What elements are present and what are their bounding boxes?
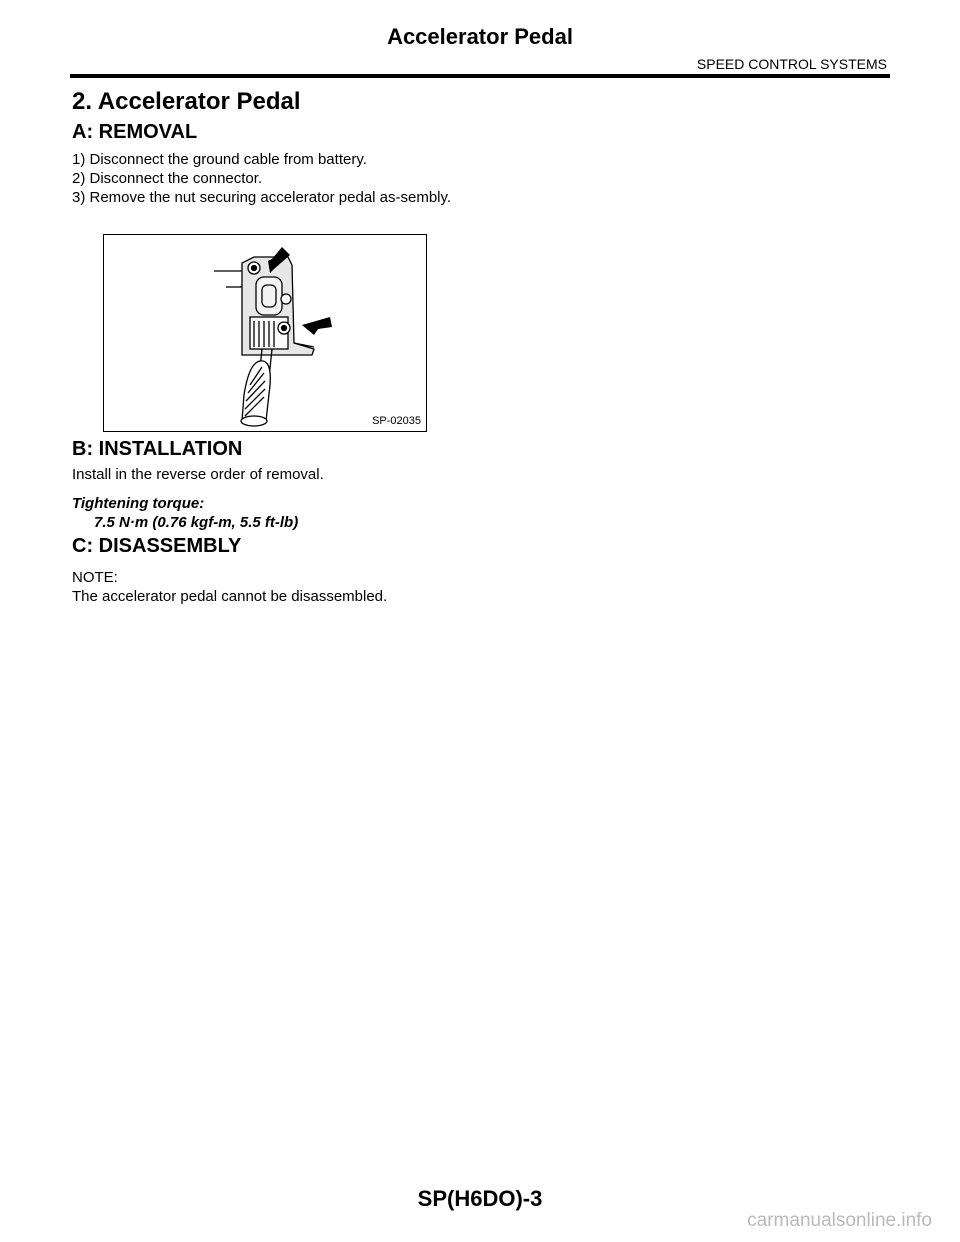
removal-step-2: 2) Disconnect the connector.	[72, 170, 263, 187]
page-footer-code: SP(H6DO)-3	[417, 1186, 543, 1211]
note-label: NOTE:	[72, 569, 118, 586]
accelerator-pedal-figure	[103, 234, 427, 432]
installation-text: Install in the reverse order of removal.	[72, 466, 324, 483]
installation-heading: B: INSTALLATION	[72, 438, 243, 460]
watermark-text: carmanualsonline.info	[747, 1210, 932, 1231]
torque-label: Tightening torque:	[72, 495, 205, 512]
page-header-title: Accelerator Pedal	[387, 24, 573, 49]
removal-step-1: 1) Disconnect the ground cable from battery.	[72, 151, 367, 168]
note-text: The accelerator pedal cannot be disassembled.	[72, 588, 388, 605]
disassembly-heading: C: DISASSEMBLY	[72, 535, 242, 557]
torque-value: 7.5 N·m (0.76 kgf-m, 5.5 ft-lb)	[94, 514, 299, 531]
removal-step-3: 3) Remove the nut securing accelerator pedal as-sembly.	[72, 189, 452, 206]
main-heading: 2. Accelerator Pedal	[72, 88, 301, 115]
header-divider	[70, 74, 890, 78]
pedal-illustration	[104, 235, 426, 431]
figure-caption: SP-02035	[372, 415, 421, 427]
page-header-section: SPEED CONTROL SYSTEMS	[696, 56, 887, 72]
removal-heading: A: REMOVAL	[72, 121, 198, 143]
